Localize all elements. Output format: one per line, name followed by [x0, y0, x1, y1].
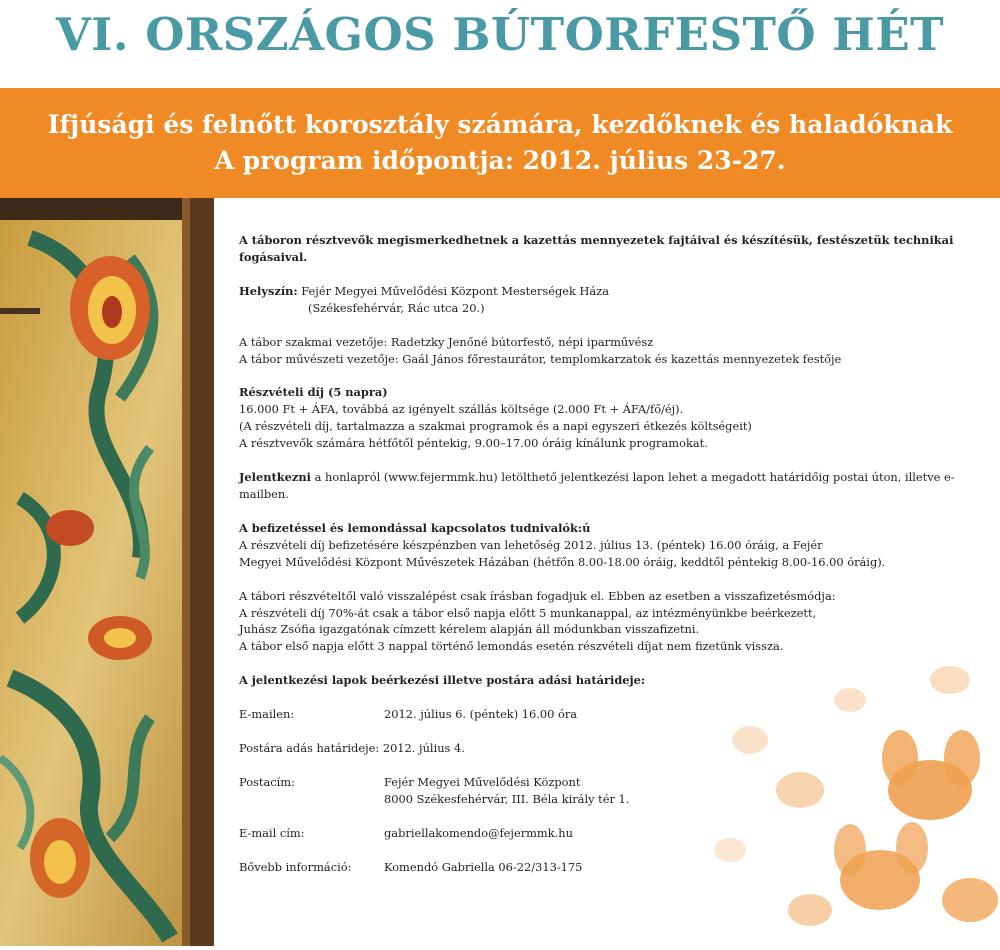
subtitle-audience: Ifjúsági és felnőtt korosztály számára, kezdőknek és haladóknak: [47, 110, 953, 139]
artistic-leader: A tábor művészeti vezetője: Gaál János főrestaurátor, templomkarzatok és kazettás mennyezetek festője: [239, 351, 842, 366]
painted-panel-image: [0, 198, 214, 946]
location-line-2: (Székesfehérvár, Rác utca 20.): [308, 300, 485, 315]
address-line-1: Fejér Megyei Művelődési Központ: [384, 775, 581, 790]
address-row-2: [239, 791, 979, 808]
payment-heading: A befizetéssel és lemondással kapcsolatos tudnivalók:ú: [239, 520, 591, 535]
professional-leader: A tábor szakmai vezetője: Radetzky Jenőné bútorfestő, népi iparművész: [239, 334, 654, 349]
info-label: Bővebb információ:: [239, 860, 352, 875]
email-deadline-value: 2012. július 6. (péntek) 16.00 óra: [384, 707, 578, 722]
fee-line: A résztvevők számára hétfőtől péntekig, 9.00–17.00 óráig kínálunk programokat.: [239, 436, 708, 451]
fee-line: (A részvételi díj, tartalmazza a szakmai programok és a napi egyszeri étkezés költségeit): [239, 419, 752, 434]
info-row: [239, 859, 979, 876]
contact-email-link[interactable]: gabriellakomendo@fejermmk.hu: [384, 826, 573, 841]
post-deadline-row: [239, 740, 979, 757]
contact-email-label: E-mail cím:: [239, 826, 305, 841]
location-line-1: Fejér Megyei Művelődési Központ Mesterségek Háza: [301, 283, 610, 298]
program-details: [239, 232, 979, 876]
post-deadline-text: Postára adás határideje: 2012. július 4.: [239, 741, 465, 756]
fee-line: 16.000 Ft + ÁFA, továbbá az igényelt szállás költsége (2.000 Ft + ÁFA/fő/éj).: [239, 402, 684, 417]
location-label: Helyszín:: [239, 283, 298, 298]
address-line-2: 8000 Székesfehérvár, III. Béla király tér 1.: [384, 792, 630, 807]
cancel-line: Juhász Zsófia igazgatónak címzett kérelem alapján áll módunkban visszafizetni.: [239, 622, 700, 637]
apply-bold: Jelentkezni: [239, 470, 311, 485]
fee-heading: Részvételi díj (5 napra): [239, 385, 388, 400]
location: [239, 283, 979, 300]
page-title: VI. ORSZÁGOS BÚTORFESTŐ HÉT: [55, 8, 945, 61]
header-band: [0, 88, 1000, 198]
subtitle-date: A program időpontja: 2012. július 23-27.: [214, 146, 786, 175]
deadline-heading: A jelentkezési lapok beérkezési illetve postára adási határideje:: [239, 673, 646, 688]
payment-line: Megyei Művelődési Központ Művészetek Házában (hétfőn 8.00-18.00 óráig, keddtől péntekig 8.00-16.00 óráig).: [239, 554, 886, 569]
info-value: Komendó Gabriella 06-22/313-175: [384, 860, 583, 875]
contact-email-row: [239, 825, 979, 842]
address-label: Postacím:: [239, 775, 295, 790]
apply-text: [239, 469, 979, 503]
email-deadline-label: E-mailen:: [239, 707, 295, 722]
folk-art-painting: [0, 198, 214, 946]
cancel-line: A tábor első napja előtt 3 nappal történő lemondás esetén részvételi díjat nem fizetünk vissza.: [239, 639, 784, 654]
cancel-line: A tábori részvételtől való visszalépést csak írásban fogadjuk el. Ebben az esetben a visszafizetésmódja:: [239, 588, 836, 603]
email-deadline-row: [239, 706, 979, 723]
address-row: [239, 774, 979, 791]
apply-rest: a honlapról (www.fejermmk.hu) letölthető jelentkezési lapon lehet a megadott határidőig postai úton, illetve e-mailben.: [239, 470, 955, 501]
intro-text: A táboron résztvevők megismerkedhetnek a kazettás mennyezetek fajtáival és készítésük, festészetük technikai fogásaival.: [239, 233, 954, 264]
payment-line: A részvételi díj befizetésére készpénzben van lehetőség 2012. július 13. (péntek) 16.00 óráig, a Fejér: [239, 537, 823, 552]
cancel-line: A részvételi díj 70%-át csak a tábor első napja előtt 5 munkanappal, az intézményünkbe beérkezett,: [239, 605, 817, 620]
